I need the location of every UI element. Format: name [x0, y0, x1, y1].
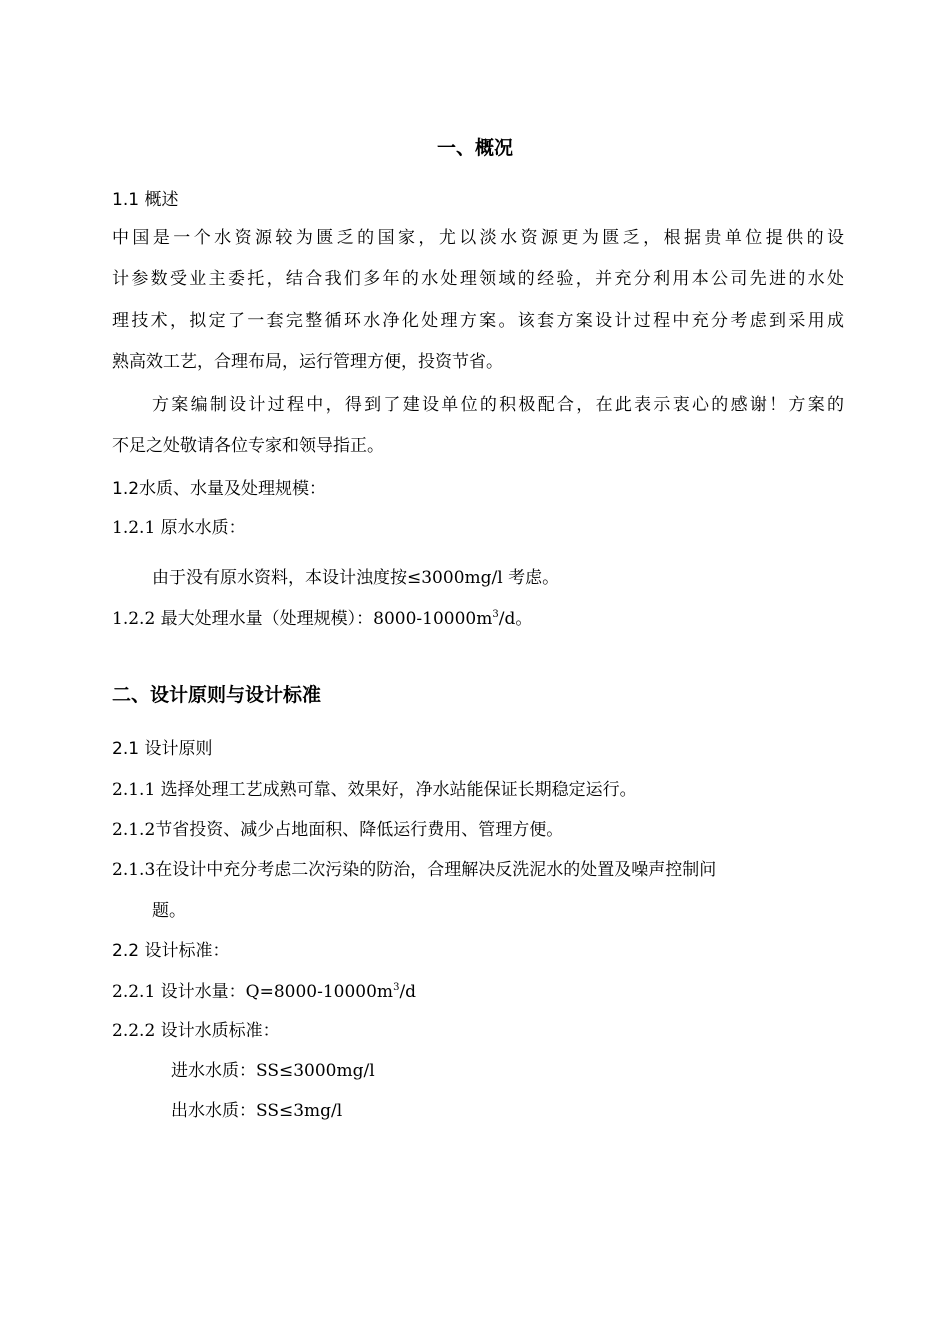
heading-1-2-1: 1.2.1 原水水质： — [112, 518, 246, 538]
paragraph1-line2: 计参数受业主委托，结合我们多年的水处理领域的经验，并充分利用本公司先进的水处 — [112, 269, 844, 289]
principle-2-1-2: 2.1.2节省投资、减少占地面积、降低运行费用、管理方便。 — [112, 820, 564, 840]
inflow-quality: 进水水质：SS≤3000mg/l — [171, 1061, 375, 1081]
max-capacity-superscript: 3 — [492, 609, 499, 620]
heading-2-2-2: 2.2.2 设计水质标准： — [112, 1021, 280, 1041]
principle-2-1-3-line2: 题。 — [152, 901, 186, 921]
heading-1-1: 1.1 概述 — [112, 190, 179, 210]
paragraph1-line4: 熟高效工艺，合理布局，运行管理方便，投资节省。 — [112, 352, 503, 372]
principle-2-1-1: 2.1.1 选择处理工艺成熟可靠、效果好，净水站能保证长期稳定运行。 — [112, 780, 637, 800]
max-capacity-text — [112, 610, 532, 628]
heading-1-2: 1.2水质、水量及处理规模： — [112, 479, 327, 499]
heading-2-1: 2.1 设计原则 — [112, 739, 213, 759]
raw-water-quality-text: 由于没有原水资料，本设计浊度按≤3000mg/l 考虑。 — [152, 568, 560, 588]
section1-title: 一、概况 — [436, 137, 513, 159]
paragraph2-line2: 不足之处敬请各位专家和领导指正。 — [112, 436, 384, 456]
paragraph1-line1: 中国是一个水资源较为匮乏的国家，尤以淡水资源更为匮乏，根据贵单位提供的设 — [112, 228, 844, 248]
section2-title: 二、设计原则与设计标准 — [112, 684, 322, 706]
max-capacity-suffix: /d。 — [498, 609, 533, 629]
design-flow-text — [112, 983, 416, 1001]
heading-2-2: 2.2 设计标准： — [112, 941, 230, 961]
design-flow-prefix: 2.2.1 设计水量：Q=8000-10000m — [112, 982, 394, 1002]
design-flow-superscript: 3 — [393, 982, 400, 993]
paragraph2-line1: 方案编制设计过程中，得到了建设单位的积极配合，在此表示衷心的感谢！方案的 — [152, 395, 844, 415]
design-flow-suffix: /d — [399, 982, 417, 1002]
paragraph1-line3: 理技术，拟定了一套完整循环水净化处理方案。该套方案设计过程中充分考虑到采用成 — [112, 311, 844, 331]
max-capacity-prefix: 1.2.2 最大处理水量（处理规模）：8000-10000m — [112, 609, 493, 629]
principle-2-1-3-line1: 2.1.3在设计中充分考虑二次污染的防治，合理解决反洗泥水的处置及噪声控制问 — [112, 860, 717, 880]
outflow-quality: 出水水质：SS≤3mg/l — [171, 1101, 343, 1121]
